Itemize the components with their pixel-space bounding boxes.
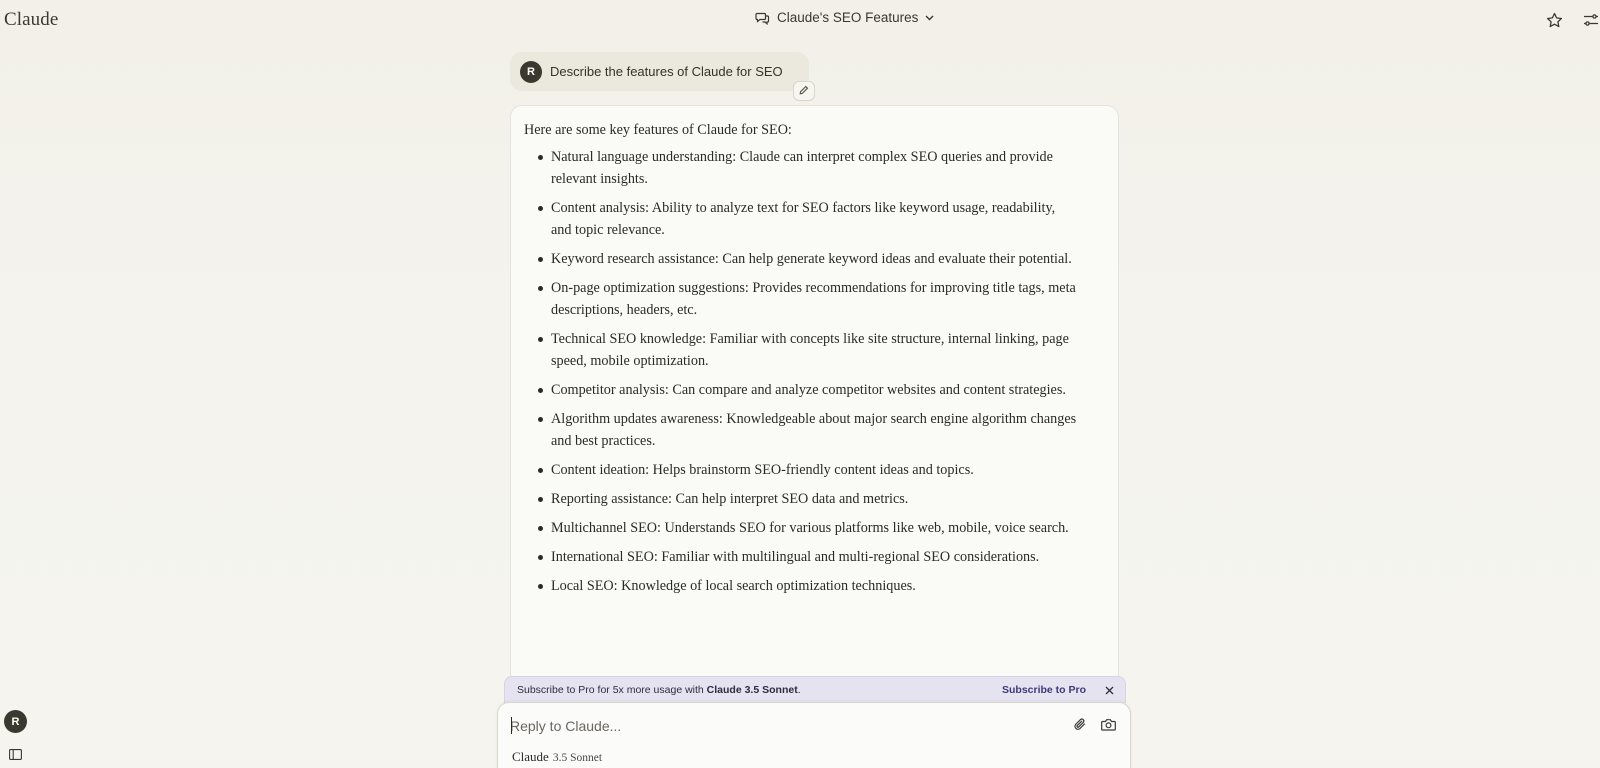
model-name: Claude [512, 749, 549, 764]
reply-input[interactable] [510, 716, 1050, 736]
conversation-title: Claude's SEO Features [777, 10, 919, 25]
assistant-message [510, 105, 1119, 685]
chat-bubbles-icon [755, 11, 770, 25]
paperclip-icon[interactable] [1072, 716, 1088, 732]
list-item: Technical SEO knowledge: Familiar with concepts like site structure, internal linking, page speed, mobile optimization. [538, 328, 1078, 372]
sidebar-user-avatar[interactable]: R [4, 710, 27, 733]
list-item: Content analysis: Ability to analyze text for SEO factors like keyword usage, readability, and topic relevance. [538, 197, 1078, 241]
list-item: On-page optimization suggestions: Provides recommendations for improving title tags, meta descriptions, headers, etc. [538, 277, 1078, 321]
list-item: International SEO: Familiar with multilingual and multi-regional SEO considerations. [538, 546, 1078, 568]
list-item: Keyword research assistance: Can help generate keyword ideas and evaluate their potential. [538, 248, 1078, 270]
header-actions [1544, 10, 1600, 30]
close-icon[interactable] [1103, 684, 1115, 696]
star-icon[interactable] [1544, 10, 1564, 30]
model-version: 3.5 Sonnet [552, 752, 603, 764]
conversation-title-dropdown[interactable] [755, 10, 934, 25]
user-message [510, 52, 809, 91]
assistant-intro: Here are some key features of Claude for SEO: [524, 122, 792, 138]
user-message-text: Describe the features of Claude for SEO [550, 64, 783, 79]
list-item: Algorithm updates awareness: Knowledgeable about major search engine algorithm changes and best practices. [538, 408, 1078, 452]
subscribe-banner-text: Subscribe to Pro for 5x more usage with Claude 3.5 Sonnet. [517, 684, 801, 696]
list-item: Multichannel SEO: Understands SEO for various platforms like web, mobile, voice search. [538, 517, 1078, 539]
list-item: Local SEO: Knowledge of local search optimization techniques. [538, 575, 1078, 597]
model-selector[interactable] [512, 749, 602, 765]
pencil-icon [799, 82, 809, 100]
subscribe-pro-link[interactable]: Subscribe to Pro [1001, 684, 1086, 696]
list-item: Content ideation: Helps brainstorm SEO-friendly content ideas and topics. [538, 459, 1078, 481]
user-avatar: R [520, 61, 542, 83]
feature-list [524, 146, 1106, 597]
subscribe-banner [504, 676, 1126, 703]
text-caret [511, 717, 512, 734]
reply-composer [497, 702, 1131, 768]
app-brand[interactable]: Claude [4, 9, 59, 30]
camera-icon[interactable] [1100, 716, 1116, 732]
chevron-down-icon [925, 15, 934, 21]
sliders-icon[interactable] [1582, 10, 1600, 30]
list-item: Competitor analysis: Can compare and analyze competitor websites and content strategies. [538, 379, 1078, 401]
list-item: Natural language understanding: Claude can interpret complex SEO queries and provide relevant insights. [538, 146, 1078, 190]
sidebar-toggle-icon[interactable] [9, 747, 23, 759]
list-item: Reporting assistance: Can help interpret SEO data and metrics. [538, 488, 1078, 510]
edit-message-button[interactable] [793, 81, 815, 101]
composer-actions [1072, 716, 1116, 732]
